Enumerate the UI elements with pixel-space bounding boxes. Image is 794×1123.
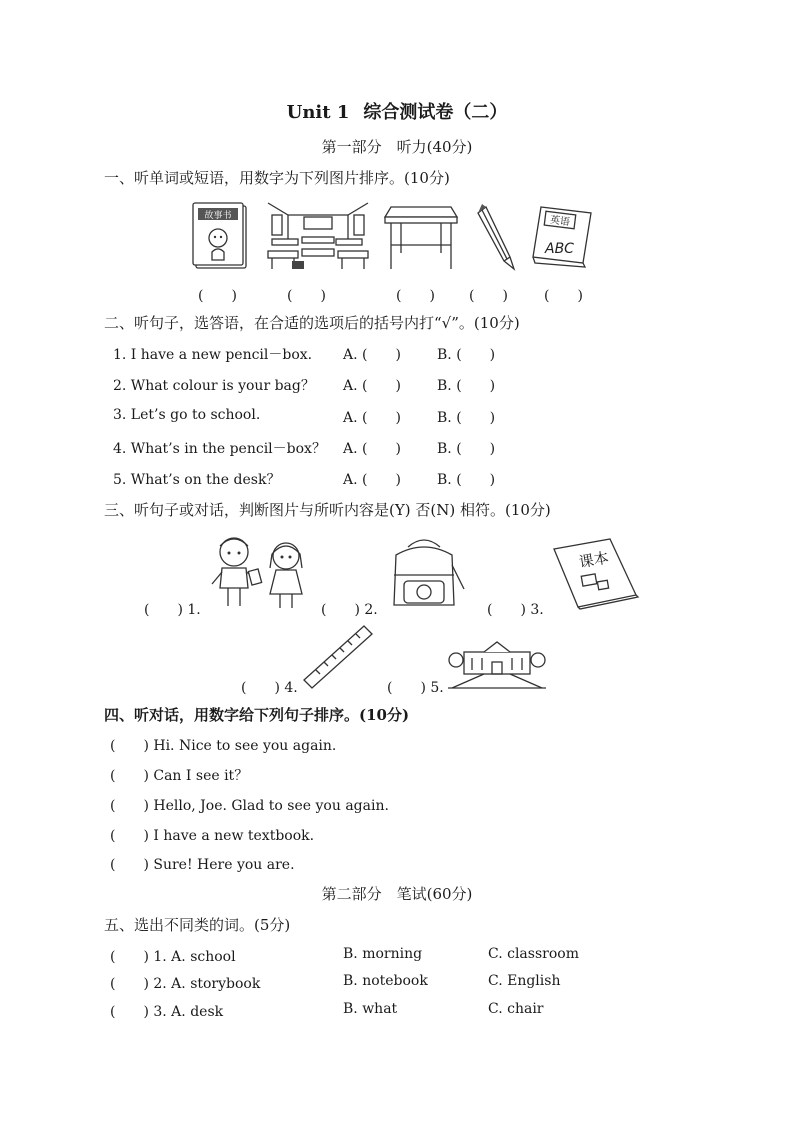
page-title — [0, 98, 794, 124]
english-book-icon — [531, 205, 593, 267]
question-text: 3. Let’s go to school. — [113, 407, 261, 423]
option-b[interactable]: B. ( ) — [437, 347, 496, 363]
choice-question[interactable]: ( ) 2. A. storybook — [110, 976, 261, 992]
question-text: 2. What colour is your bag？ — [113, 378, 315, 394]
option-a[interactable]: A. ( ) — [343, 410, 401, 426]
abc-text: ABC — [545, 241, 574, 257]
choice-b: B. notebook — [343, 973, 428, 989]
option-b[interactable]: B. ( ) — [437, 410, 496, 426]
two-children-icon — [206, 532, 310, 612]
choice-question[interactable]: ( ) 3. A. desk — [110, 1004, 224, 1020]
question-text: 5. What’s on the desk？ — [113, 472, 281, 488]
choice-b: B. morning — [343, 946, 423, 962]
order-item[interactable]: ( ) Can I see it？ — [110, 768, 249, 784]
section-1-heading: 一、听单词或短语，用数字为下列图片排序。(10分) — [104, 169, 450, 187]
judge-item[interactable]: ( ) 1. — [144, 602, 201, 618]
option-b[interactable]: B. ( ) — [437, 441, 496, 457]
option-a[interactable]: A. ( ) — [343, 441, 401, 457]
unit-label: Unit 1 — [286, 102, 350, 123]
choice-c: C. chair — [488, 1001, 544, 1017]
ruler-icon — [302, 624, 374, 690]
question-text: 1. I have a new pencil－box. — [113, 347, 313, 363]
choice-c: C. classroom — [488, 946, 579, 962]
order-item[interactable]: ( ) I have a new textbook. — [110, 828, 315, 844]
storybook-label: 故事书 — [204, 211, 232, 221]
judge-item[interactable]: ( ) 4. — [241, 680, 298, 696]
answer-blank[interactable]: ( ) — [544, 288, 583, 304]
answer-blank[interactable]: ( ) — [396, 288, 435, 304]
option-a[interactable]: A. ( ) — [343, 378, 401, 394]
school-bag-icon — [384, 535, 466, 611]
answer-blank[interactable]: ( ) — [198, 288, 237, 304]
choice-question[interactable]: ( ) 1. A. school — [110, 949, 236, 965]
section-5-heading: 五、选出不同类的词。(5分) — [104, 916, 291, 934]
judge-item[interactable]: ( ) 2. — [321, 602, 378, 618]
school-building-icon — [448, 638, 546, 690]
section-2-heading: 二、听句子，选答语，在合适的选项后的括号内打“√”。(10分) — [104, 314, 520, 332]
judge-item[interactable]: ( ) 3. — [487, 602, 544, 618]
textbook-icon — [552, 537, 638, 609]
option-a[interactable]: A. ( ) — [343, 347, 401, 363]
part-one-heading: 第一部分 听力(40分) — [321, 138, 473, 156]
storybook-icon — [192, 202, 248, 270]
answer-blank[interactable]: ( ) — [469, 288, 508, 304]
question-text: 4. What’s in the pencil－box？ — [113, 441, 326, 457]
order-item[interactable]: ( ) Sure! Here you are. — [110, 857, 295, 873]
judge-item[interactable]: ( ) 5. — [387, 680, 444, 696]
answer-blank[interactable]: ( ) — [287, 288, 326, 304]
choice-b: B. what — [343, 1001, 398, 1017]
option-a[interactable]: A. ( ) — [343, 472, 401, 488]
textbook-label: 课本 — [577, 548, 611, 572]
order-item[interactable]: ( ) Hello, Joe. Glad to see you again. — [110, 798, 389, 814]
desk-icon — [383, 205, 459, 271]
choice-c: C. English — [488, 973, 561, 989]
option-b[interactable]: B. ( ) — [437, 472, 496, 488]
test-subtitle: 综合测试卷（二） — [363, 102, 508, 123]
section-3-heading: 三、听句子或对话，判断图片与所听内容是(Y) 否(N) 相符。(10分) — [104, 501, 551, 519]
english-book-label: 英语 — [549, 214, 571, 229]
option-b[interactable]: B. ( ) — [437, 378, 496, 394]
classroom-icon — [266, 197, 370, 271]
order-item[interactable]: ( ) Hi. Nice to see you again. — [110, 738, 337, 754]
part-two-heading: 第二部分 笔试(60分) — [321, 885, 473, 903]
section-4-heading: 四、听对话，用数字给下列句子排序。(10分) — [104, 706, 410, 724]
pencil-icon — [474, 205, 516, 271]
